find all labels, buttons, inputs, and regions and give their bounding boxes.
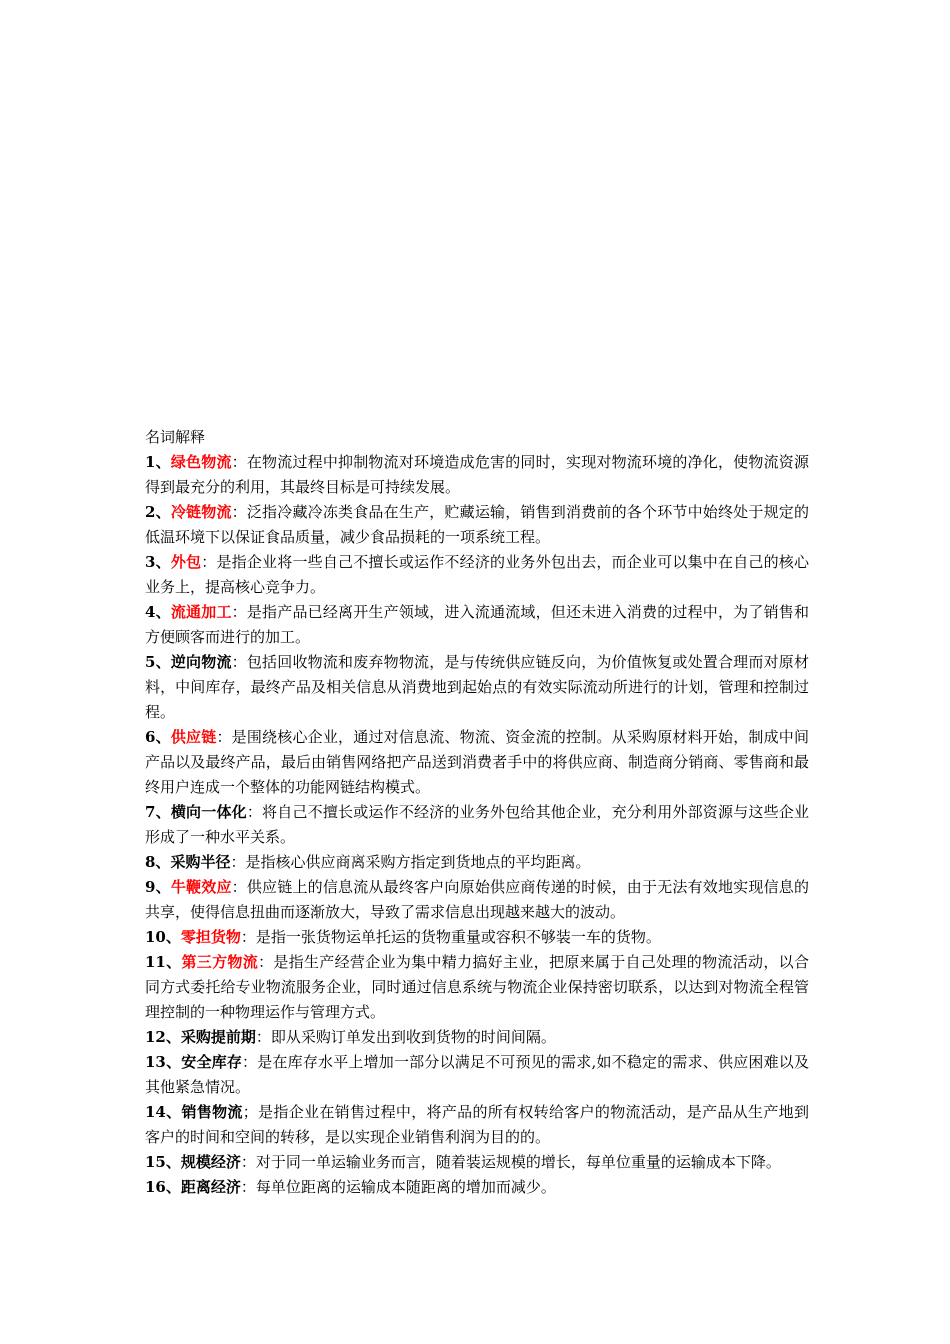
entry-separator: ： [231, 653, 247, 671]
entry-definition: 即从采购订单发出到收到货物的时间间隔。 [270, 1028, 556, 1046]
entry-definition: 是指产品已经离开生产领域，进入流通流域，但还未进入消费的过程中，为了销售和方便顾客而进行的加工。 [145, 603, 809, 646]
entry-term: 流通加工 [170, 603, 232, 621]
entry-separator: ： [246, 803, 263, 821]
glossary-entry [145, 725, 809, 800]
glossary-list [145, 450, 809, 1200]
entry-separator: ： [242, 1053, 258, 1071]
document-page [145, 425, 809, 1200]
entry-definition: 供应链上的信息流从最终客户向原始供应商传递的时候，由于无法有效地实现信息的共享，使得信息扭曲而逐渐放大，导致了需求信息出现越来越大的波动。 [145, 878, 809, 921]
entry-definition: 是指一张货物运单托运的货物重量或容积不够装一车的货物。 [255, 928, 661, 946]
entry-number: 4、 [145, 603, 171, 621]
entry-number: 3、 [145, 553, 171, 571]
entry-term: 横向一体化 [170, 803, 247, 821]
entry-definition: 包括回收物流和废弃物物流，是与传统供应链反向，为价值恢复或处置合理而对原材料，中间库存，最终产品及相关信息从消费地到起始点的有效实际流动所进行的计划，管理和控制过程。 [145, 653, 809, 721]
entry-number: 2、 [145, 503, 171, 521]
entry-separator: ： [231, 878, 247, 896]
entry-number: 1、 [145, 453, 171, 471]
glossary-entry [145, 600, 809, 650]
entry-separator: ： [240, 1153, 256, 1171]
entry-separator: ： [231, 453, 247, 471]
entry-number: 16、 [145, 1178, 181, 1196]
entry-term: 冷链物流 [170, 503, 232, 521]
glossary-entry [145, 850, 809, 875]
glossary-entry [145, 500, 809, 550]
entry-term: 逆向物流 [170, 653, 232, 671]
entry-separator: ： [231, 603, 247, 621]
glossary-entry [145, 1150, 809, 1175]
glossary-entry [145, 1025, 809, 1050]
entry-number: 9、 [145, 878, 171, 896]
glossary-entry [145, 1050, 809, 1100]
entry-definition: 是围绕核心企业，通过对信息流、物流、资金流的控制。从采购原材料开始，制成中间产品以及最终产品，最后由销售网络把产品送到消费者手中的将供应商、制造商分销商、零售商和最终用户连成一个整体的功能网链结构模式。 [145, 728, 809, 796]
entry-number: 10、 [145, 928, 181, 946]
entry-number: 8、 [145, 853, 171, 871]
entry-term: 零担货物 [180, 928, 241, 946]
entry-separator: ： [240, 1178, 256, 1196]
entry-term: 外包 [170, 553, 202, 571]
entry-definition: 是指企业在销售过程中，将产品的所有权转给客户的物流活动，是产品从生产地到客户的时间和空间的转移，是以实现企业销售利润为目的的。 [145, 1103, 809, 1146]
entry-term: 采购提前期 [180, 1028, 256, 1046]
entry-term: 安全库存 [181, 1053, 243, 1071]
entry-definition: 泛指冷藏冷冻类食品在生产，贮藏运输，销售到消费前的各个环节中始终处于规定的低温环境下以保证食品质量，减少食品损耗的一项系统工程。 [145, 503, 809, 546]
entry-separator: ： [230, 853, 246, 871]
entry-separator: ： [201, 553, 217, 571]
entry-term: 销售物流 [181, 1103, 243, 1121]
entry-term: 绿色物流 [170, 453, 232, 471]
entry-number: 12、 [145, 1028, 181, 1046]
glossary-entry [145, 800, 809, 850]
glossary-entry [145, 925, 809, 950]
entry-term: 采购半径 [170, 853, 231, 871]
glossary-entry [145, 1100, 809, 1150]
entry-separator: ： [255, 1028, 271, 1046]
glossary-entry [145, 875, 809, 925]
entry-definition: 对于同一单运输业务而言，随着装运规模的增长，每单位重量的运输成本下降。 [255, 1153, 781, 1171]
glossary-entry [145, 1175, 809, 1200]
glossary-entry [145, 950, 809, 1025]
entry-term: 第三方物流 [181, 953, 259, 971]
entry-separator: ： [216, 728, 232, 746]
entry-number: 6、 [145, 728, 171, 746]
entry-number: 15、 [145, 1153, 181, 1171]
glossary-entry [145, 650, 809, 725]
entry-term: 距离经济 [180, 1178, 241, 1196]
glossary-entry [145, 450, 809, 500]
entry-definition: 是在库存水平上增加一部分以满足不可预见的需求,如不稳定的需求、供应困难以及其他紧急情况。 [145, 1053, 809, 1096]
entry-separator: ： [258, 953, 274, 971]
entry-number: 11、 [145, 953, 182, 971]
entry-number: 5、 [145, 653, 171, 671]
entry-term: 牛鞭效应 [170, 878, 232, 896]
entry-separator: ： [231, 503, 247, 521]
entry-number: 13、 [145, 1053, 182, 1071]
entry-number: 7、 [145, 803, 171, 821]
entry-definition: 在物流过程中抑制物流对环境造成危害的同时，实现对物流环境的净化，使物流资源得到最充分的利用，其最终目标是可持续发展。 [145, 453, 809, 496]
entry-separator: ： [240, 928, 256, 946]
entry-term: 规模经济 [180, 1153, 241, 1171]
entry-definition: 每单位距离的运输成本随距离的增加而减少。 [255, 1178, 556, 1196]
entry-separator: ； [242, 1103, 258, 1121]
entry-number: 14、 [145, 1103, 182, 1121]
entry-definition: 将自己不擅长或运作不经济的业务外包给其他企业，充分利用外部资源与这些企业形成了一种水平关系。 [145, 803, 809, 846]
entry-definition: 是指核心供应商离采购方指定到货地点的平均距离。 [245, 853, 591, 871]
glossary-entry [145, 550, 809, 600]
page-title: 名词解释 [145, 428, 206, 446]
entry-definition: 是指企业将一些自己不擅长或运作不经济的业务外包出去，而企业可以集中在自己的核心业务上，提高核心竞争力。 [145, 553, 809, 596]
entry-term: 供应链 [170, 728, 217, 746]
entry-definition: 是指生产经营企业为集中精力搞好主业，把原来属于自己处理的物流活动，以合同方式委托给专业物流服务企业，同时通过信息系统与物流企业保持密切联系，以达到对物流全程管理控制的一种物理运作与管理方式。 [145, 953, 809, 1021]
